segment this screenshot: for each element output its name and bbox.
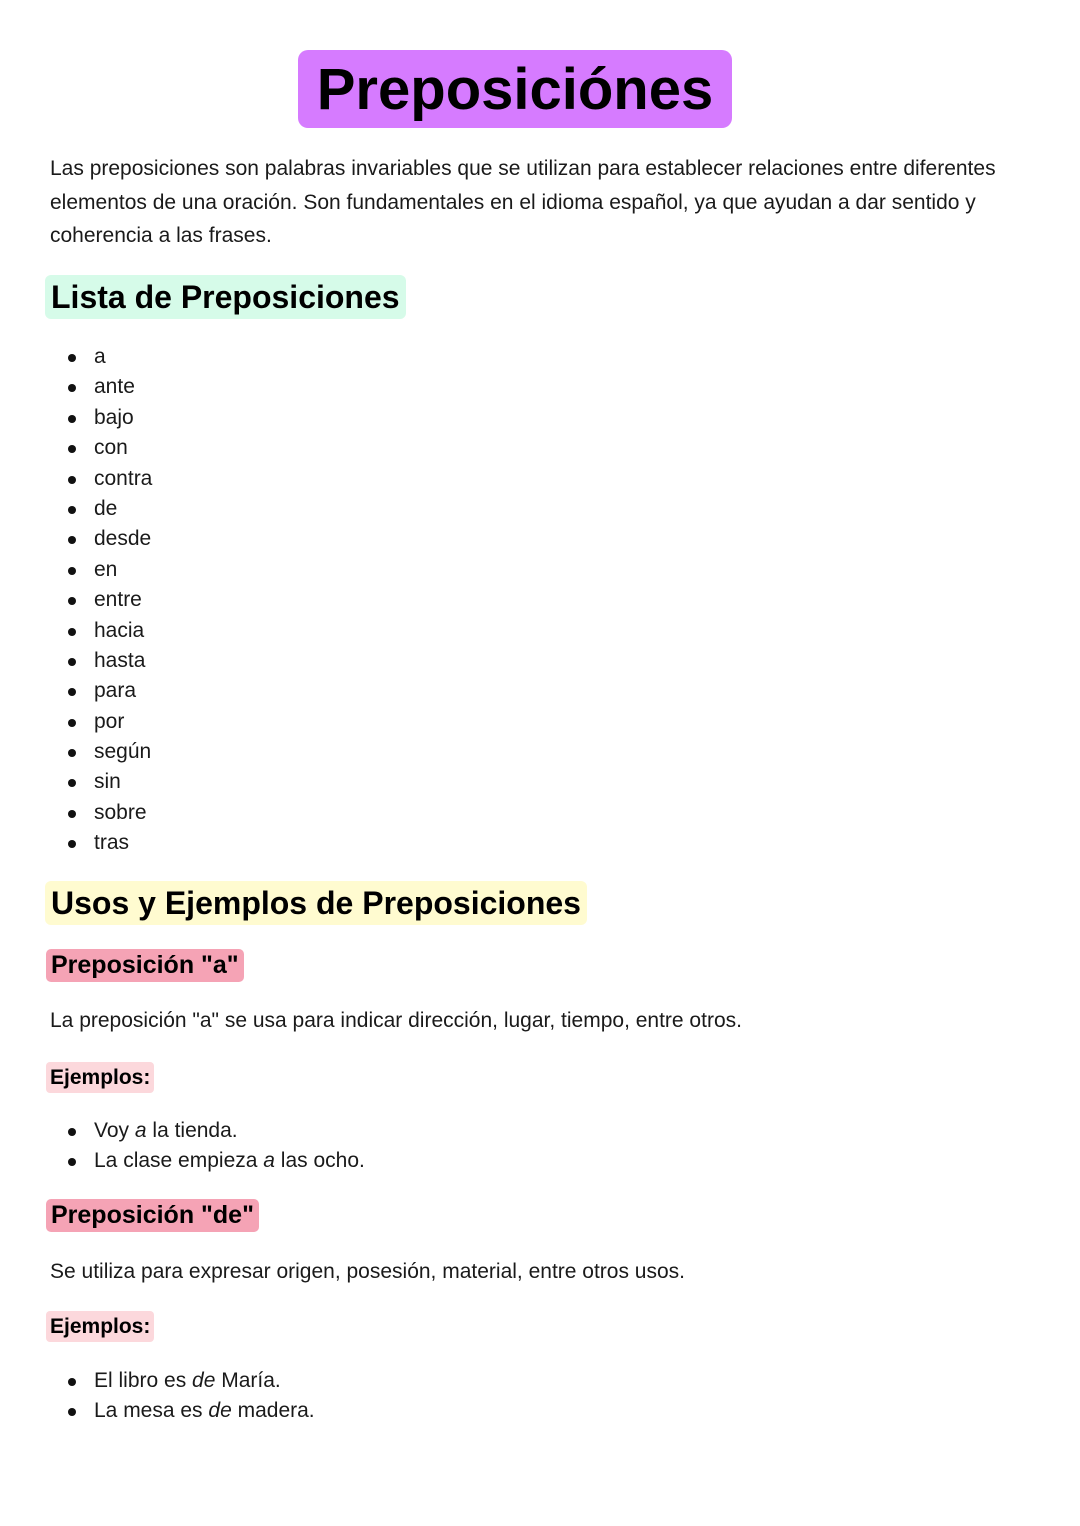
example-em: de — [192, 1369, 216, 1392]
list-item: con — [50, 433, 152, 463]
list-item: según — [50, 737, 152, 767]
example-before: Voy — [94, 1119, 135, 1142]
list-item: ante — [50, 372, 152, 402]
examples-label-de: Ejemplos: — [46, 1311, 154, 1342]
list-item: tras — [50, 828, 152, 858]
example-item — [50, 1366, 315, 1396]
usos-heading: Usos y Ejemplos de Preposiciones — [45, 881, 587, 925]
examples-list-de — [50, 1366, 315, 1427]
examples-list-a — [50, 1116, 365, 1177]
example-em: a — [263, 1149, 275, 1173]
examples-label-a: Ejemplos: — [46, 1062, 154, 1093]
list-item: entre — [50, 585, 152, 615]
example-before: El libro es — [94, 1369, 193, 1392]
list-item: bajo — [50, 403, 152, 433]
example-before: La mesa es — [94, 1399, 209, 1423]
list-item: para — [50, 676, 152, 706]
list-item: sin — [50, 767, 152, 797]
section-description-de: Se utiliza para expresar origen, posesión, material, entre otros usos. — [50, 1260, 685, 1283]
list-item: desde — [50, 524, 152, 554]
section-heading-a: Preposición "a" — [46, 949, 244, 982]
list-item: contra — [50, 464, 152, 494]
page-title: Preposiciónes — [298, 50, 732, 128]
list-item: de — [50, 494, 152, 524]
example-item — [50, 1146, 365, 1176]
example-item — [50, 1396, 315, 1426]
example-before: La clase empieza — [94, 1149, 264, 1173]
list-item: por — [50, 707, 152, 737]
example-after: la tienda. — [146, 1119, 238, 1142]
list-item: hasta — [50, 646, 152, 676]
list-item: a — [50, 342, 152, 372]
lista-heading: Lista de Preposiciones — [45, 275, 406, 319]
intro-paragraph: Las preposiciones son palabras invariables que se utilizan para establecer relaciones entre diferentes elementos de una oración. Son fundamentales en el idioma español, ya que ayudan a dar sentido y coherencia a las frases. — [50, 157, 996, 247]
preposition-list — [50, 342, 152, 859]
list-item: en — [50, 555, 152, 585]
example-after: madera. — [231, 1399, 315, 1423]
example-em: a — [134, 1119, 147, 1142]
list-item: sobre — [50, 798, 152, 828]
example-after: María. — [215, 1369, 281, 1392]
section-heading-de: Preposición "de" — [46, 1199, 259, 1232]
example-item — [50, 1116, 365, 1146]
list-item: hacia — [50, 616, 152, 646]
section-description-a: La preposición "a" se usa para indicar dirección, lugar, tiempo, entre otros. — [50, 1009, 742, 1032]
example-after: las ocho. — [274, 1149, 365, 1173]
example-em: de — [208, 1399, 232, 1423]
